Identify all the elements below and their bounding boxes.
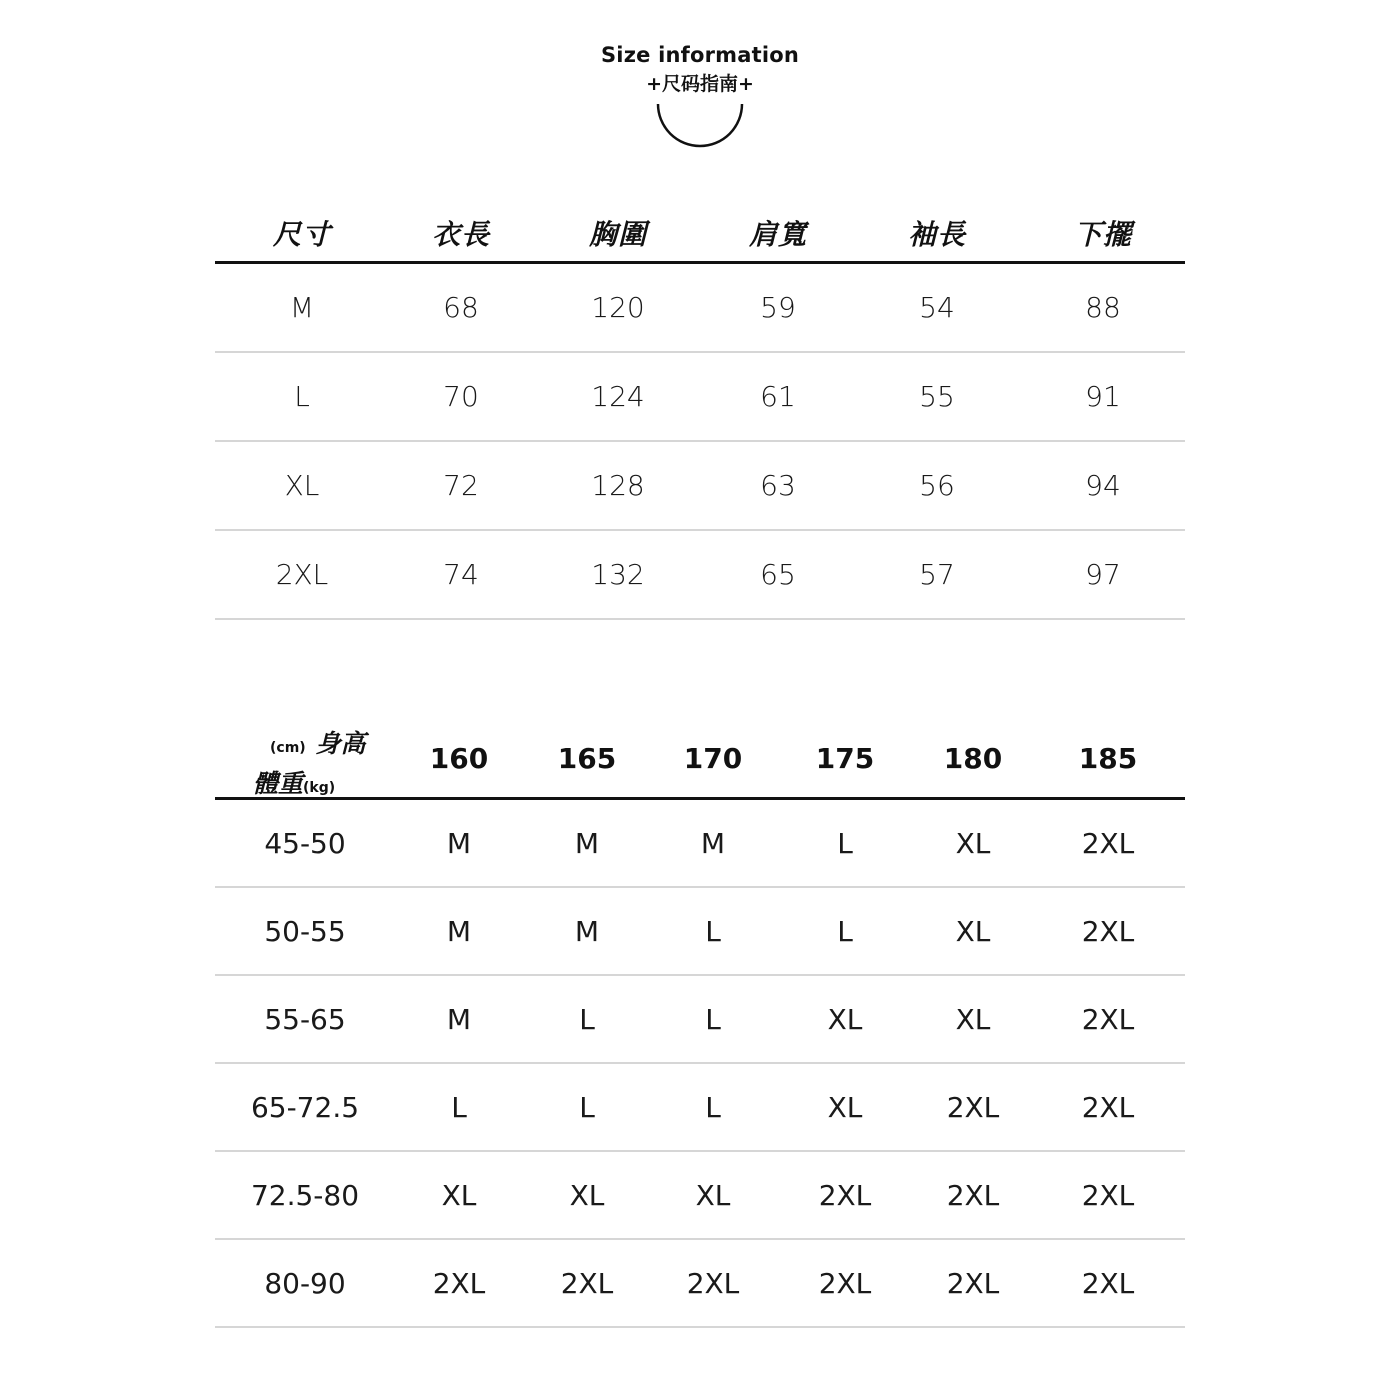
table-cell: XL	[651, 1151, 775, 1239]
column-header: 胸圍	[533, 205, 703, 263]
table-cell: M	[651, 799, 775, 888]
table-cell: 132	[533, 530, 703, 619]
height-header: 185	[1031, 720, 1185, 799]
weight-unit: (kg)	[303, 780, 336, 796]
table-row	[215, 1063, 1185, 1151]
table-cell: L	[651, 1063, 775, 1151]
table-cell: 2XL	[915, 1239, 1031, 1327]
table-cell: L	[775, 887, 915, 975]
weight-cell: 80-90	[215, 1239, 395, 1327]
table-cell: 2XL	[915, 1151, 1031, 1239]
table-cell: 54	[853, 263, 1021, 353]
height-label: 身高	[315, 729, 366, 758]
corner-header	[215, 720, 395, 799]
column-header: 下擺	[1021, 205, 1185, 263]
title-english: Size information	[600, 43, 800, 67]
column-header: 袖長	[853, 205, 1021, 263]
table-cell: 2XL	[1031, 799, 1185, 888]
table-cell: 61	[703, 352, 853, 441]
table-cell: 70	[389, 352, 533, 441]
table-cell: M	[215, 263, 389, 353]
height-unit: (cm)	[270, 740, 306, 756]
size-chart-table	[215, 205, 1185, 620]
height-header: 175	[775, 720, 915, 799]
table-cell: 2XL	[1031, 1063, 1185, 1151]
page-header	[0, 40, 1400, 98]
table-cell: XL	[775, 975, 915, 1063]
table-cell: 56	[853, 441, 1021, 530]
table-cell: XL	[775, 1063, 915, 1151]
table-cell: 91	[1021, 352, 1185, 441]
table-cell: 97	[1021, 530, 1185, 619]
weight-label: 體重	[253, 769, 304, 798]
table-row	[215, 1239, 1185, 1327]
table-row	[215, 263, 1185, 353]
table-cell: 68	[389, 263, 533, 353]
height-header: 165	[523, 720, 651, 799]
table-cell: 2XL	[395, 1239, 523, 1327]
table-row	[215, 530, 1185, 619]
column-header: 肩寬	[703, 205, 853, 263]
weight-cell: 45-50	[215, 799, 395, 888]
height-header: 160	[395, 720, 523, 799]
table-cell: XL	[395, 1151, 523, 1239]
column-header: 尺寸	[215, 205, 389, 263]
table-cell: 94	[1021, 441, 1185, 530]
table-cell: XL	[915, 799, 1031, 888]
table-cell: L	[523, 1063, 651, 1151]
table-cell: 2XL	[1031, 1151, 1185, 1239]
table-cell: 2XL	[775, 1239, 915, 1327]
table-cell: 65	[703, 530, 853, 619]
table-cell: 63	[703, 441, 853, 530]
fit-guide-header-row	[215, 720, 1185, 799]
table-cell: 2XL	[215, 530, 389, 619]
table-cell: L	[651, 887, 775, 975]
table-cell: 2XL	[1031, 887, 1185, 975]
table-row	[215, 799, 1185, 888]
table-cell: M	[523, 799, 651, 888]
fit-guide-table	[215, 720, 1185, 1328]
table-cell: L	[215, 352, 389, 441]
table-cell: 2XL	[915, 1063, 1031, 1151]
table-cell: L	[523, 975, 651, 1063]
column-header: 衣長	[389, 205, 533, 263]
table-row	[215, 441, 1185, 530]
table-cell: 124	[533, 352, 703, 441]
decorative-arc-icon	[655, 102, 745, 152]
table-cell: M	[395, 887, 523, 975]
table-row	[215, 352, 1185, 441]
weight-cell: 55-65	[215, 975, 395, 1063]
height-header: 170	[651, 720, 775, 799]
table-cell: 2XL	[775, 1151, 915, 1239]
height-header: 180	[915, 720, 1031, 799]
table-cell: XL	[523, 1151, 651, 1239]
table-cell: M	[395, 799, 523, 888]
table-cell: M	[395, 975, 523, 1063]
table-cell: XL	[915, 887, 1031, 975]
table-cell: 74	[389, 530, 533, 619]
size-chart-header-row	[215, 205, 1185, 263]
weight-cell: 65-72.5	[215, 1063, 395, 1151]
table-cell: 2XL	[651, 1239, 775, 1327]
table-cell: M	[523, 887, 651, 975]
table-cell: 2XL	[1031, 1239, 1185, 1327]
table-cell: XL	[215, 441, 389, 530]
table-cell: 128	[533, 441, 703, 530]
table-row	[215, 975, 1185, 1063]
table-row	[215, 1151, 1185, 1239]
table-cell: 2XL	[1031, 975, 1185, 1063]
table-cell: 57	[853, 530, 1021, 619]
table-cell: XL	[915, 975, 1031, 1063]
table-cell: 55	[853, 352, 1021, 441]
table-cell: L	[395, 1063, 523, 1151]
table-cell: 2XL	[523, 1239, 651, 1327]
table-cell: 120	[533, 263, 703, 353]
weight-cell: 50-55	[215, 887, 395, 975]
table-cell: 72	[389, 441, 533, 530]
weight-cell: 72.5-80	[215, 1151, 395, 1239]
table-cell: L	[651, 975, 775, 1063]
title-chinese: +尺码指南+	[646, 73, 754, 95]
table-row	[215, 887, 1185, 975]
table-cell: L	[775, 799, 915, 888]
table-cell: 59	[703, 263, 853, 353]
table-cell: 88	[1021, 263, 1185, 353]
